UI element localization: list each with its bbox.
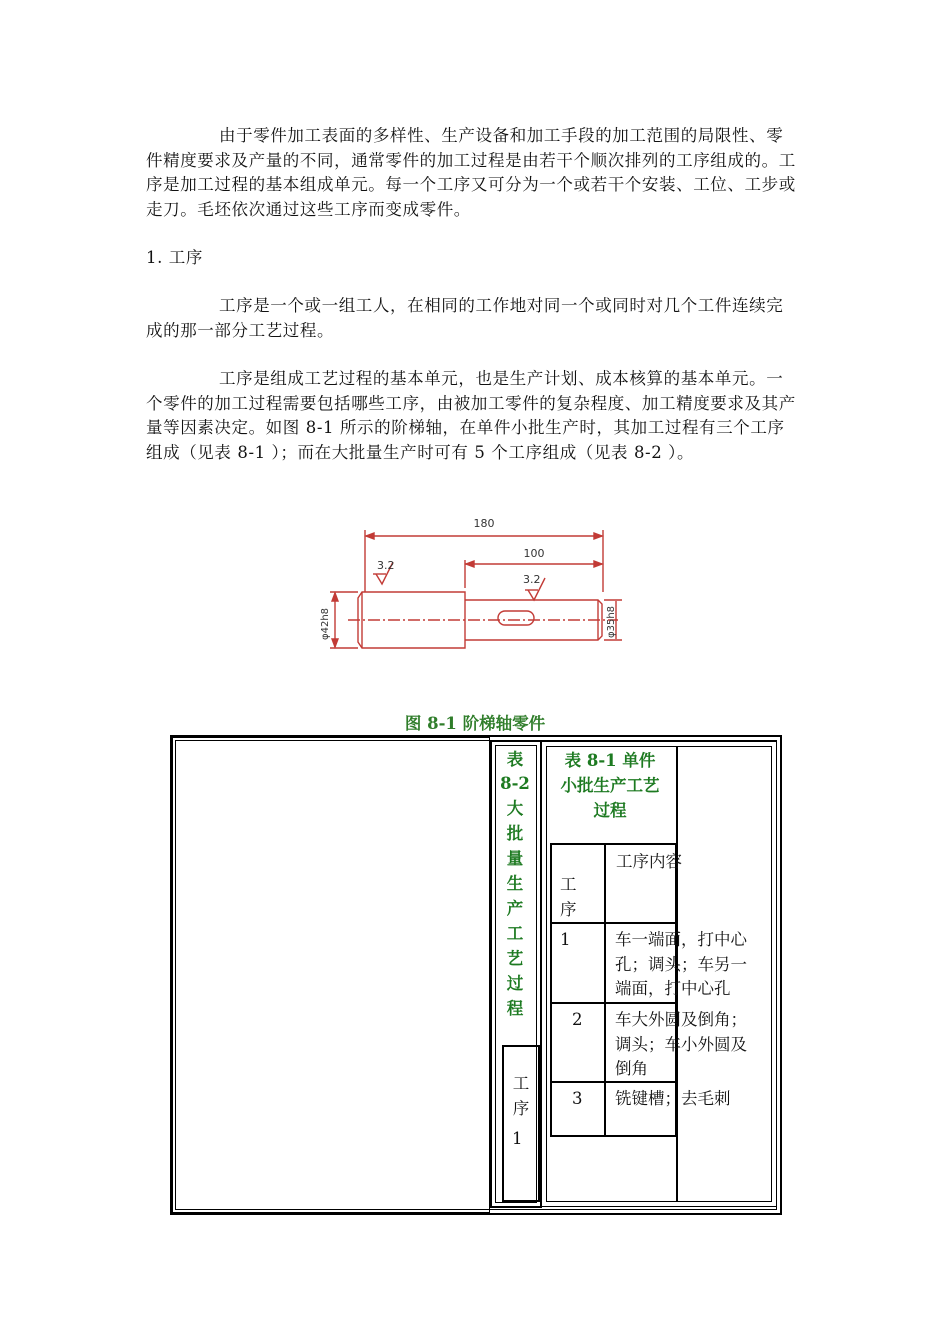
- table82-step-cell: [502, 1045, 540, 1202]
- figure-caption: 图 8-1 阶梯轴零件: [404, 714, 546, 733]
- table81-row1-content: [615, 928, 775, 1002]
- table82-title-char: 工: [506, 924, 524, 943]
- paragraph-definition: 工序是一个或一组工人，在相同的工作地对同一个或同时对几个工件连续完成的那一部分工艺过程。: [146, 296, 784, 340]
- stepped-shaft-figure: [318, 512, 636, 660]
- table82-title-char: 表: [506, 750, 524, 769]
- table81-header-step: 工: [560, 875, 577, 894]
- table82-header-char: 工: [512, 1074, 530, 1093]
- table82-title-char: 8-2: [500, 774, 530, 793]
- dim-right-label: 100: [523, 547, 545, 560]
- table82-title-char: 量: [506, 849, 524, 868]
- roughness-left-label: 3.2: [377, 559, 395, 572]
- table81-title-line: 过程: [593, 801, 627, 820]
- table81-header-content: 工序内容: [616, 852, 682, 871]
- content-line: 倒角: [615, 1059, 648, 1078]
- table82-first-row: 1: [512, 1129, 523, 1148]
- table82-title-char: 生: [506, 874, 524, 893]
- table81-row3-step: 3: [572, 1089, 583, 1108]
- dia-right-label: φ35h8: [606, 605, 617, 638]
- table82-title-char: 程: [506, 999, 524, 1018]
- section-heading: 1. 工序: [146, 248, 203, 267]
- table82-title-char: 批: [506, 824, 524, 843]
- dia-left-label: φ42h8: [320, 607, 331, 640]
- dim-total-label: 180: [473, 517, 495, 530]
- paragraph-example: 工序是组成工艺过程的基本单元，也是生产计划、成本核算的基本单元。一个零件的加工过程需要包括哪些工序，由被加工零件的复杂程度、加工精度要求及其产量等因素决定。如图 8-1 所示的阶梯轴，在单件小批生产时，其加工过程有三个工序组成（见表 8-1 ）；而在大批量生产时可有 5 个工序组成（见表 8-2 ）。: [146, 369, 796, 462]
- table82-title-char: 艺: [506, 949, 524, 968]
- table81-row1-step: 1: [560, 930, 571, 949]
- left-empty-cell: [172, 737, 490, 1213]
- table82-title-char: 产: [506, 899, 524, 918]
- content-line: 铣键槽；去毛刺: [615, 1089, 731, 1108]
- content-line: 车大外圆及倒角；: [615, 1010, 747, 1029]
- roughness-right-label: 3.2: [523, 573, 541, 586]
- table81-col-divider: [604, 843, 606, 1137]
- content-line: 孔；调头；车另一: [615, 954, 747, 974]
- table81-row-divider: [550, 1002, 677, 1004]
- table82-header-char: 序: [512, 1099, 530, 1118]
- content-line: 调头；车小外圆及: [615, 1034, 747, 1054]
- table81-row2-step: 2: [572, 1010, 583, 1029]
- table81-row2-content: [615, 1008, 775, 1082]
- table81-title: [546, 748, 674, 823]
- table81-title-line: 表 8-1 单件: [564, 751, 656, 770]
- table82-title-char: 过: [506, 974, 524, 993]
- content-line: 端面，打中心孔: [615, 979, 731, 998]
- table82-title-char: 大: [506, 799, 524, 818]
- table81-header-step: 序: [560, 900, 577, 919]
- table81-row3-content: [615, 1087, 775, 1112]
- content-line: 车一端面，打中心: [615, 930, 747, 949]
- paragraph-intro: 由于零件加工表面的多样性、生产设备和加工手段的加工范围的局限性、零件精度要求及产量的不同，通常零件的加工过程是由若干个顺次排列的工序组成的。工序是加工过程的基本组成单元。每一个工序又可分为一个或若干个安装、工位、工步或走刀。毛坯依次通过这些工序而变成零件。: [146, 126, 796, 219]
- table81-title-line: 小批生产工艺: [560, 776, 660, 795]
